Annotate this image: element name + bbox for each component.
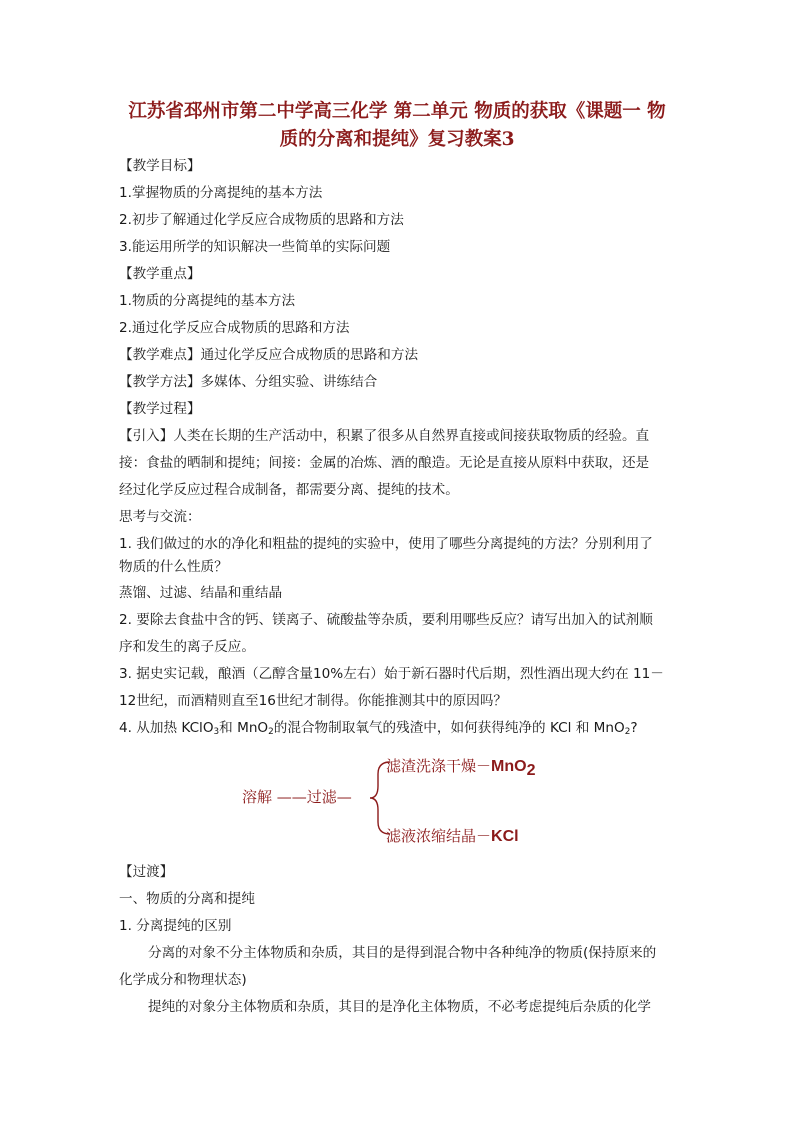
process-heading: 【教学过程】	[119, 401, 201, 417]
flow-start: 溶解 ——过滤—	[242, 788, 352, 806]
flow-branch-residue: 滤渣洗涤干燥－MnO$_2$	[386, 757, 536, 779]
goal-item: 2.初步了解通过化学反应合成物质的思路和方法	[119, 212, 404, 228]
think-heading: 思考与交流：	[119, 509, 201, 525]
question-1-line-1: 1. 我们做过的水的净化和粗盐的提纯的实验中，使用了哪些分离提纯的方法？分别利用了	[119, 536, 653, 552]
question-2-line-2: 序和发生的离子反应。	[119, 639, 255, 655]
intro-line: 经过化学反应过程合成制备，都需要分离、提纯的技术。	[119, 482, 459, 498]
question-4: 4. 从加热 KClO$_3$和 MnO$_2$的混合物制取氧气的残渣中，如何获得纯净的 KCl 和 MnO$_2$?	[119, 720, 638, 738]
title-line-2: 质的分离和提纯》复习教案3	[279, 129, 515, 150]
intro-line: 接：食盐的晒制和提纯；间接：金属的冶炼、酒的酿造。无论是直接从原料中获取，还是	[119, 455, 650, 471]
subsection-heading: 1. 分离提纯的区别	[119, 918, 232, 934]
goal-item: 1.掌握物质的分离提纯的基本方法	[119, 185, 323, 201]
title-line-1: 江苏省邳州市第二中学高三化学 第二单元 物质的获取《课题一 物	[128, 101, 666, 122]
paragraph-separation-line-1: 分离的对象不分主体物质和杂质，其目的是得到混合物中各种纯净的物质(保持原来的	[148, 945, 657, 961]
question-1-answer: 蒸馏、过滤、结晶和重结晶	[119, 585, 283, 601]
question-2-line-1: 2. 要除去食盐中含的钙、镁离子、硫酸盐等杂质，要利用哪些反应？请写出加入的试剂顺	[119, 612, 653, 628]
key-heading: 【教学重点】	[119, 266, 201, 282]
question-3-line-1: 3. 据史实记载，酿酒（乙醇含量10%左右）始于新石器时代后期，烈性酒出现大约在 11－	[119, 666, 664, 682]
key-point: 1.物质的分离提纯的基本方法	[119, 293, 296, 309]
flow-branch-filtrate: 滤液浓缩结晶－KCl	[386, 827, 519, 845]
intro-line: 【引入】人类在长期的生产活动中，积累了很多从自然界直接或间接获取物质的经验。直	[119, 428, 650, 444]
difficulty-line: 【教学难点】通过化学反应合成物质的思路和方法	[119, 347, 419, 363]
section-heading: 一、物质的分离和提纯	[119, 891, 255, 907]
question-1-line-2: 物质的什么性质？	[119, 559, 228, 575]
goal-item: 3.能运用所学的知识解决一些简单的实际问题	[119, 239, 391, 255]
paragraph-purification-line-1: 提纯的对象分主体物质和杂质，其目的是净化主体物质，不必考虑提纯后杂质的化学	[148, 999, 651, 1015]
method-line: 【教学方法】多媒体、分组实验、讲练结合	[119, 374, 378, 390]
transition-heading: 【过渡】	[119, 864, 174, 880]
question-3-line-2: 12世纪，而酒精则直至16世纪才制得。你能推测其中的原因吗？	[119, 693, 508, 709]
goals-heading: 【教学目标】	[119, 158, 201, 174]
paragraph-separation-line-2: 化学成分和物理状态)	[119, 972, 247, 988]
page-title	[110, 98, 684, 154]
key-point: 2.通过化学反应合成物质的思路和方法	[119, 320, 350, 336]
